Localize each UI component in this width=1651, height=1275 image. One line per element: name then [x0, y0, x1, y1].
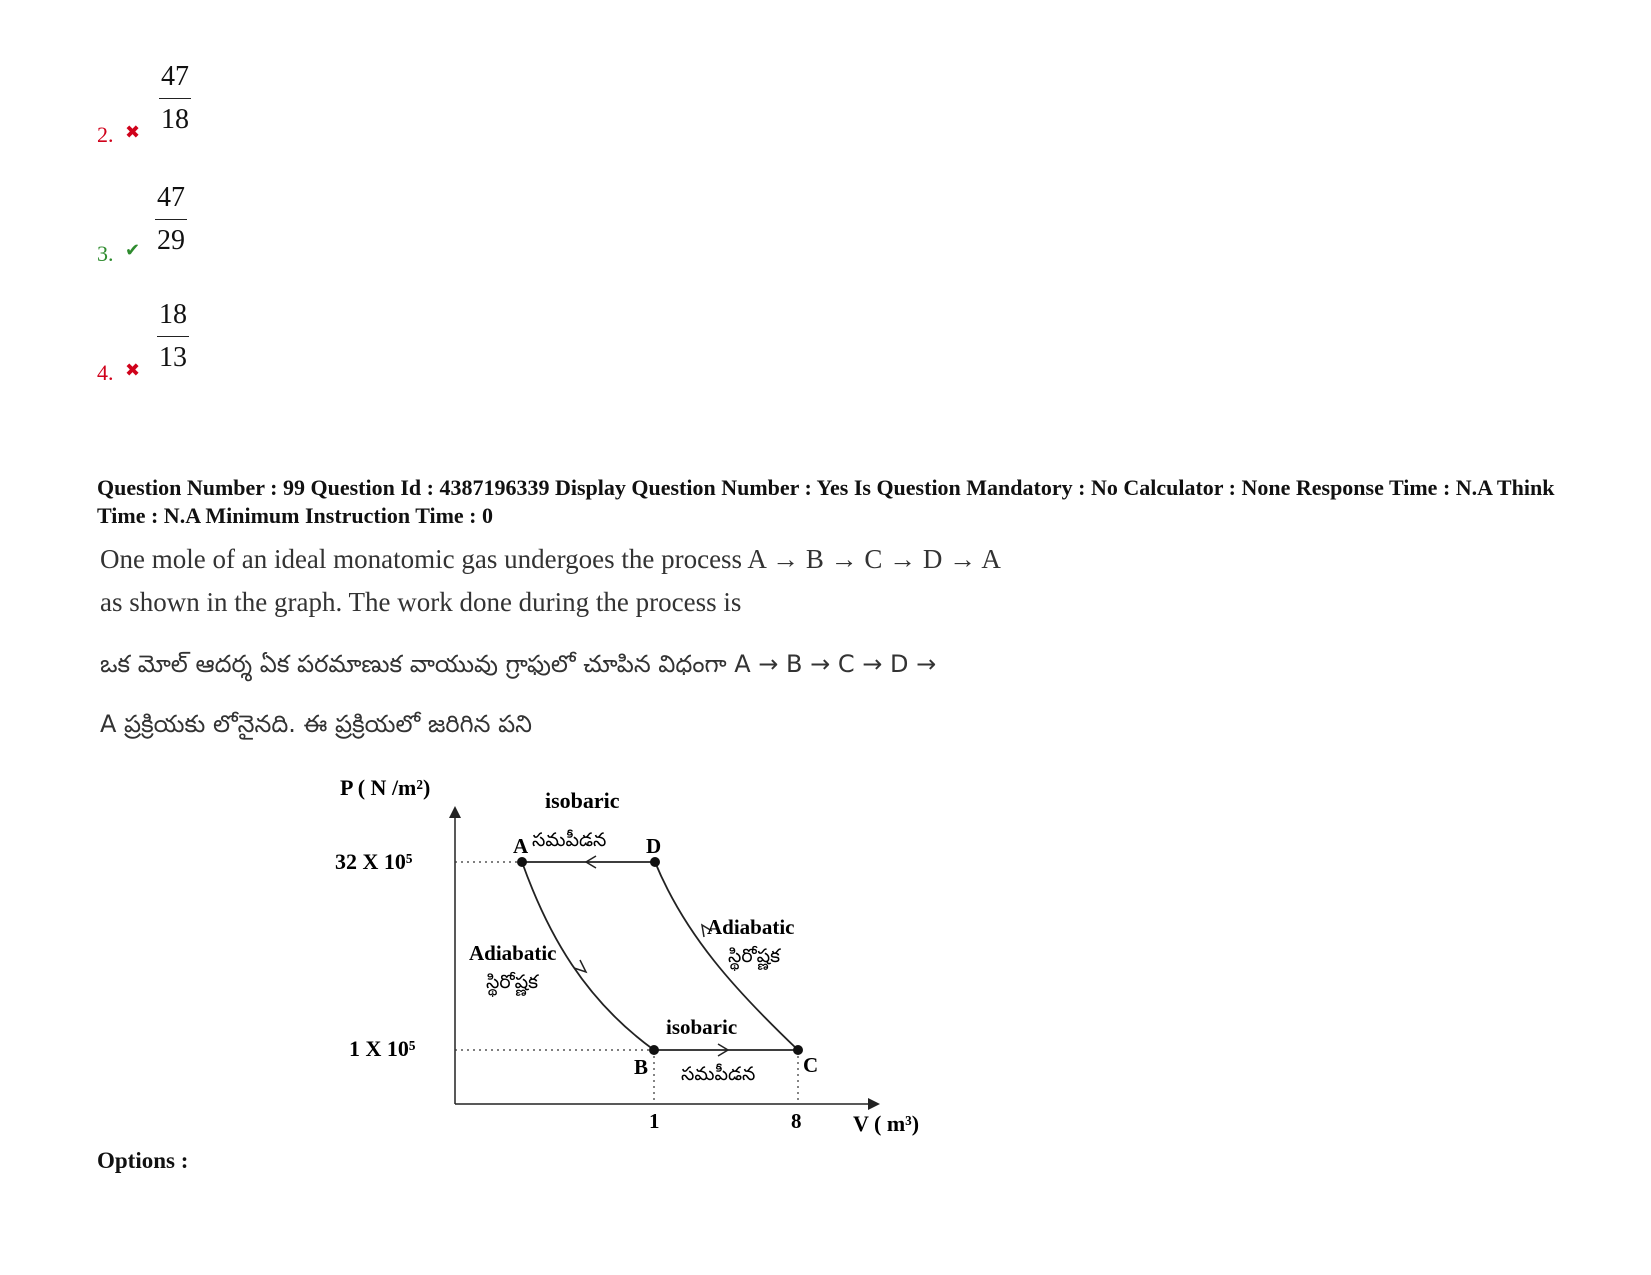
numerator: 18 [157, 300, 189, 337]
point-d-label: D [646, 834, 662, 858]
y-tick-high: 32 X 10⁵ [335, 849, 413, 874]
option-number: 2. [97, 122, 114, 147]
denominator: 29 [157, 225, 185, 256]
question-text-en-1: One mole of an ideal monatomic gas undergoes the process A → B → C → D → A [100, 544, 1001, 574]
right-adiabatic-en: Adiabatic [707, 915, 795, 939]
point-b-dot [649, 1045, 659, 1055]
point-a-dot [517, 857, 527, 867]
options-label: Options : [97, 1148, 189, 1173]
numerator: 47 [159, 62, 191, 99]
cross-icon: ✖ [125, 122, 141, 143]
x-tick-1: 1 [649, 1109, 660, 1133]
denominator: 18 [161, 104, 189, 135]
x-axis-label: V ( m³) [853, 1111, 920, 1136]
point-d-dot [650, 857, 660, 867]
x-tick-8: 8 [791, 1109, 802, 1133]
top-isobaric-te: సమపీడన [532, 829, 607, 851]
top-isobaric-en: isobaric [545, 788, 620, 813]
question-meta: Question Number : 99 Question Id : 4387196339 Display Question Number : Yes Is Question Mandatory : No Calculator : None Response Time : N.A Think Time : N.A Minimum Instruction Time : 0 [97, 475, 1555, 528]
option-number: 3. [97, 241, 114, 266]
y-axis-label: P ( N /m²) [340, 775, 431, 800]
right-adiabatic-te: స్థిరోష్ణక [728, 945, 781, 967]
question-text-te-2: A ప్రక్రియకు లోనైనది. ఈ ప్రక్రియలో జరిగిన పని [100, 710, 532, 738]
numerator: 47 [155, 183, 187, 220]
option-number: 4. [97, 360, 114, 385]
bottom-isobaric-te: సమపీడన [681, 1063, 756, 1085]
left-adiabatic-en: Adiabatic [469, 941, 557, 965]
question-text-en-2: as shown in the graph. The work done during the process is [100, 587, 742, 617]
bottom-isobaric-en: isobaric [666, 1015, 738, 1039]
question-text-te-1: ఒక మోల్ ఆదర్శ ఏక పరమాణుక వాయువు గ్రాఫులో చూపిన విధంగా A → B → C → D → [100, 650, 937, 678]
check-icon: ✔ [125, 240, 141, 261]
point-c-label: C [803, 1053, 819, 1077]
denominator: 13 [159, 342, 187, 373]
left-adiabatic-te: స్థిరోష్ణక [486, 971, 539, 993]
point-c-dot [793, 1045, 803, 1055]
cross-icon: ✖ [125, 360, 141, 381]
point-a-label: A [513, 834, 529, 858]
y-tick-low: 1 X 10⁵ [349, 1036, 416, 1061]
point-b-label: B [634, 1055, 649, 1079]
